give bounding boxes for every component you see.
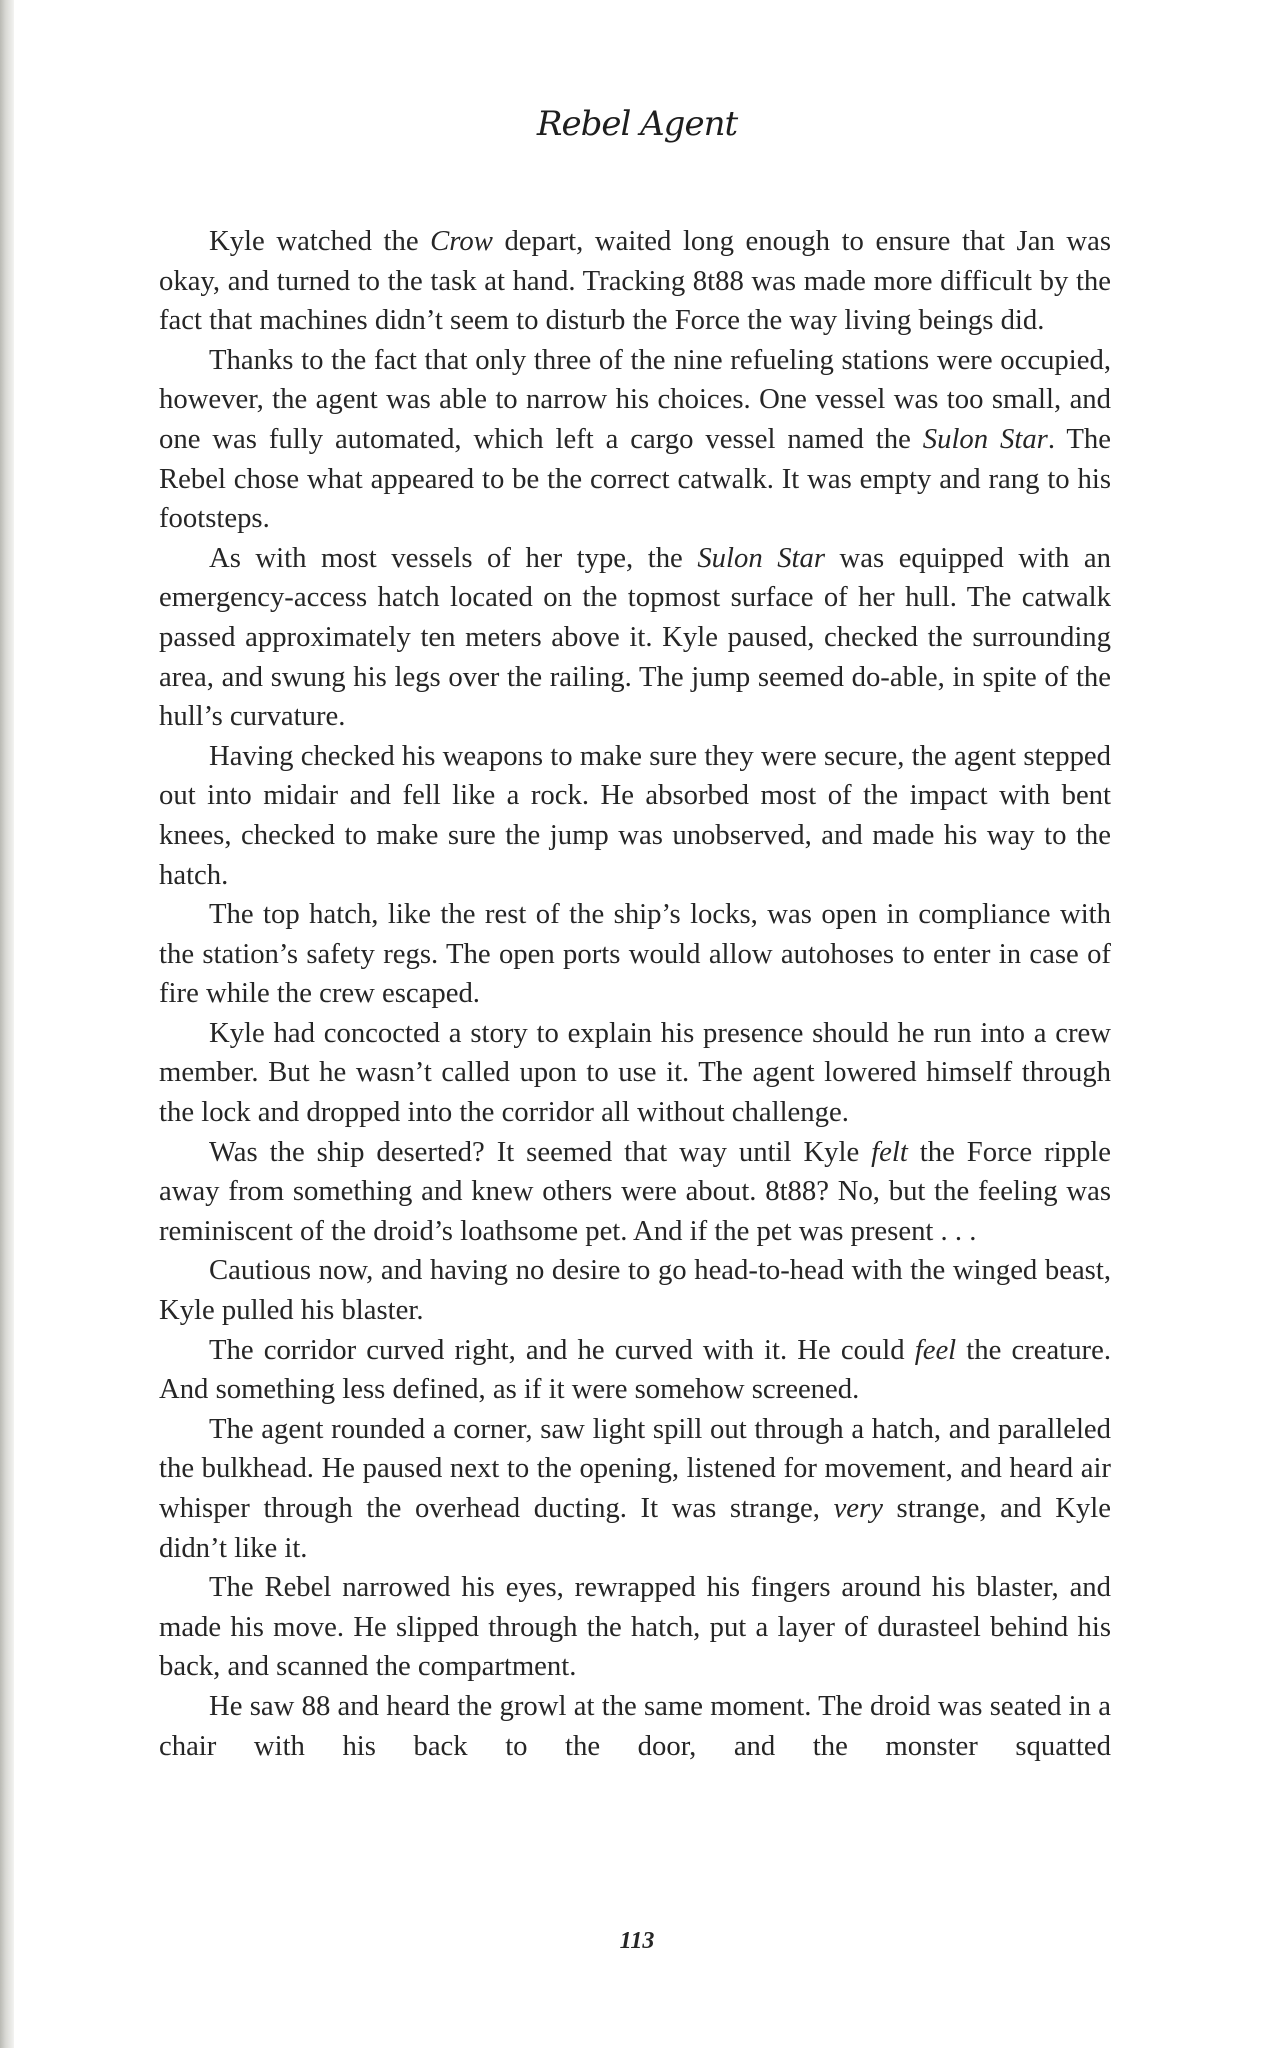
text-run: He saw 88 and heard the growl at the same moment. The droid was seated in a chair with his back to the door, and the monster squatted	[159, 1689, 1111, 1762]
italic-text: felt	[871, 1135, 908, 1168]
italic-text: very	[833, 1492, 883, 1524]
text-run: depart, waited long enough to ensure that Jan was okay, and turned to the task at hand. Tracking 8t88 was made more difficult by the fact that machines didn’t seem to disturb the Force the way living beings did.	[159, 225, 1111, 337]
page-edge-shadow	[0, 0, 14, 2048]
text-run: The corridor curved right, and he curved with it. He could	[209, 1333, 915, 1366]
paragraph	[159, 539, 1111, 737]
paragraph	[159, 737, 1111, 895]
text-run: the creature. And something less defined, as if it were somehow screened.	[159, 1333, 1111, 1406]
paragraph	[159, 341, 1111, 539]
text-run: Thanks to the fact that only three of the nine refueling stations were occupied, however, the agent was able to narrow his choices. One vessel was too small, and one was fully automated, which left a cargo vessel named the	[159, 343, 1111, 455]
text-run: was equipped with an emergency-access hatch located on the topmost surface of her hull. The catwalk passed approximately ten meters above it. Kyle paused, checked the surrounding area, and swung his legs over the railing. The jump seemed do-able, in spite of the hull’s curvature.	[159, 541, 1111, 733]
text-run: The agent rounded a corner, saw light spill out through a hatch, and paralleled the bulkhead. He paused next to the opening, listened for movement, and heard air whisper through the overhead ducting. It was strange,	[159, 1412, 1111, 1524]
paragraph	[159, 1133, 1111, 1252]
paragraph	[159, 1568, 1111, 1687]
text-run: the Force ripple away from something and knew others were about. 8t88? No, but the feeling was reminiscent of the droid’s loathsome pet. And if the pet was present . . .	[159, 1135, 1111, 1247]
italic-text: Sulon Star	[922, 422, 1048, 455]
italic-text: Sulon Star	[697, 541, 826, 574]
paragraph	[159, 895, 1111, 1014]
italic-text: Crow	[430, 225, 493, 257]
text-run: The Rebel narrowed his eyes, rewrapped his fingers around his blaster, and made his move. He slipped through the hatch, put a layer of durasteel behind his back, and scanned the compartment.	[159, 1571, 1111, 1683]
paragraph	[159, 222, 1111, 341]
italic-text: feel	[914, 1333, 957, 1366]
text-run: Kyle had concocted a story to explain his presence should he run into a crew member. But he wasn’t called upon to use it. The agent lowered himself through the lock and dropped into the corridor all without challenge.	[159, 1016, 1111, 1129]
text-run: strange, and Kyle didn’t like it.	[159, 1492, 1111, 1564]
paragraph	[159, 1331, 1111, 1410]
text-run: The top hatch, like the rest of the ship’s locks, was open in compliance with the station’s safety regs. The open ports would allow autohoses to enter in case of fire while the crew escaped.	[159, 898, 1111, 1010]
page-number: 113	[619, 1928, 655, 1954]
body-text	[159, 222, 1111, 1766]
text-run: Kyle watched the	[209, 225, 431, 257]
running-head: Rebel Agent	[536, 104, 738, 144]
text-run: Having checked his weapons to make sure they were secure, the agent stepped out into midair and fell like a rock. He absorbed most of the impact with bent knees, checked to make sure the jump was unobserved, and made his way to the hatch.	[159, 739, 1111, 891]
paragraph	[159, 1014, 1111, 1133]
paragraph	[159, 1251, 1111, 1330]
text-run: Cautious now, and having no desire to go head-to-head with the winged beast, Kyle pulled his blaster.	[159, 1254, 1111, 1327]
paragraph	[159, 1410, 1111, 1568]
text-run: . The Rebel chose what appeared to be the correct catwalk. It was empty and rang to his footsteps.	[159, 422, 1111, 535]
text-run: As with most vessels of her type, the	[209, 541, 698, 574]
text-run: Was the ship deserted? It seemed that way until Kyle	[209, 1135, 872, 1168]
paragraph	[159, 1687, 1111, 1766]
